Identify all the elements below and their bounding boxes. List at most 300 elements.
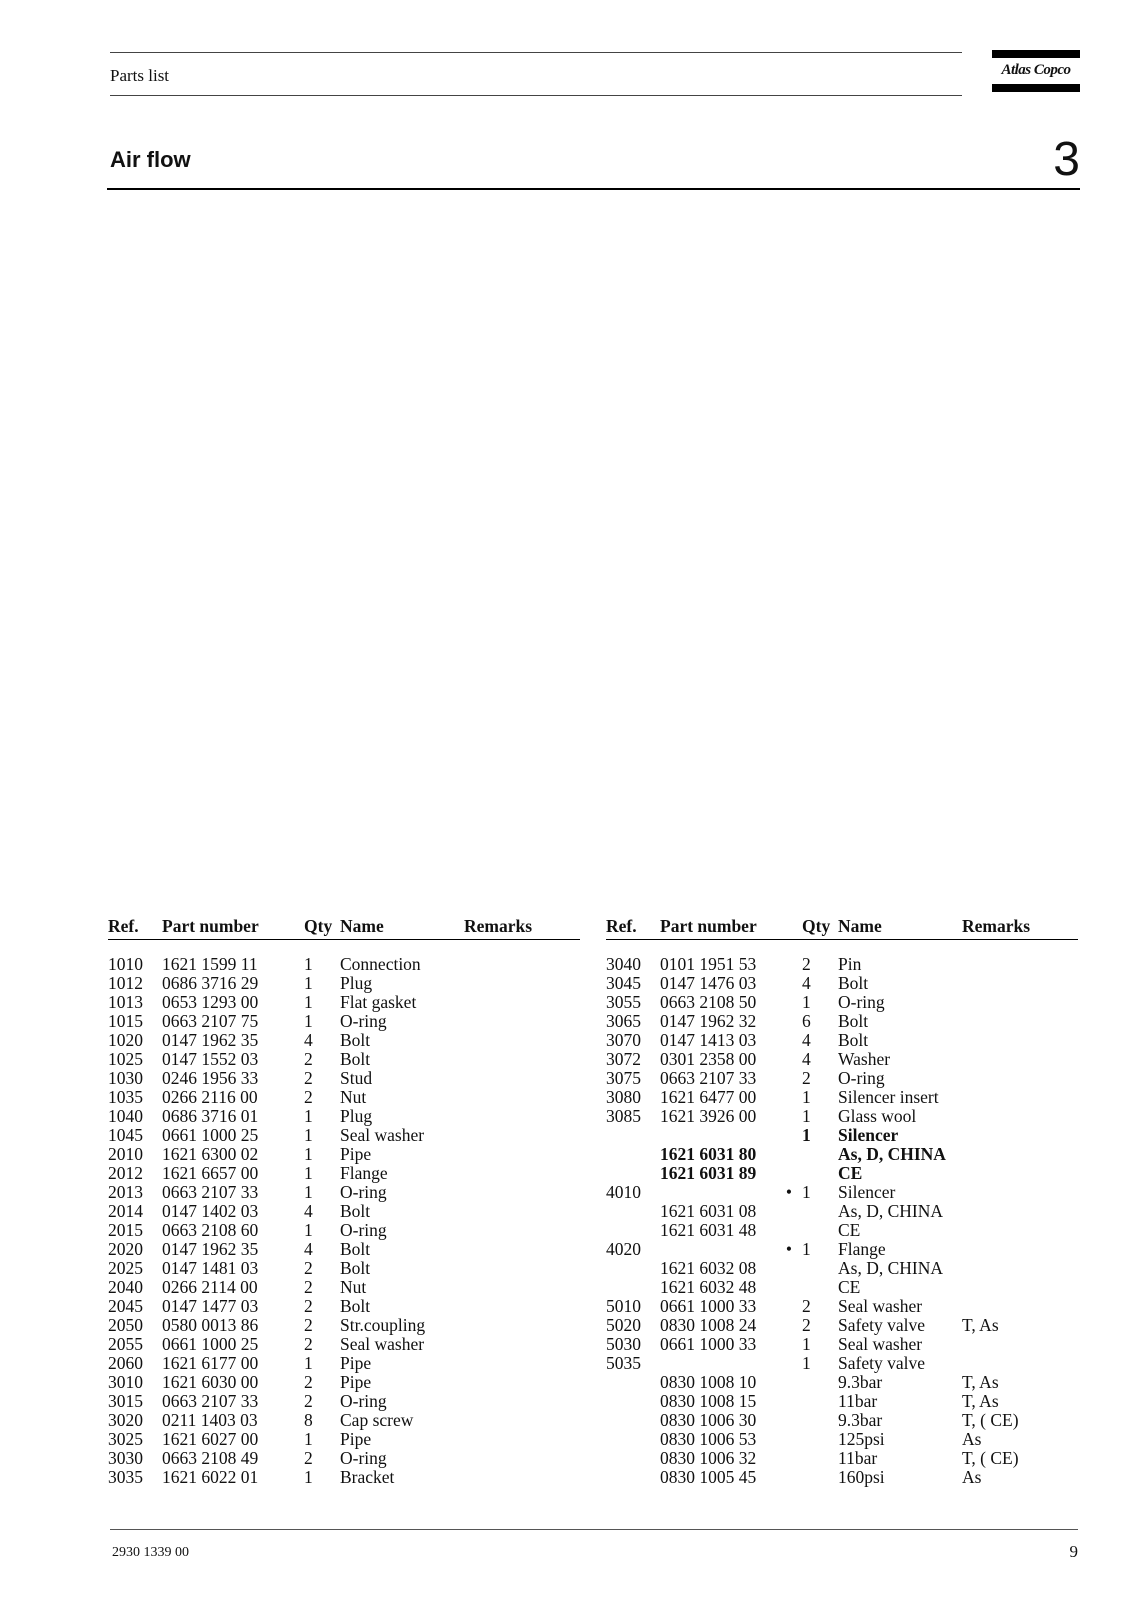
- row-bullet: [778, 1278, 800, 1297]
- row-ref: 2010: [108, 1144, 143, 1164]
- table-row: [108, 1259, 580, 1278]
- header-bottom-rule: [110, 95, 962, 96]
- row-part-number: 1621 1599 11: [162, 954, 258, 974]
- table-row: [606, 1050, 1078, 1069]
- row-part-number: 0663 2108 60: [162, 1220, 259, 1240]
- row-part-number: 1621 6027 00: [162, 1429, 259, 1449]
- row-qty: 4: [802, 1030, 811, 1050]
- section-rule: [107, 188, 1080, 190]
- row-bullet: [280, 1449, 302, 1468]
- row-ref: 3010: [108, 1372, 143, 1392]
- row-ref: 3035: [108, 1467, 143, 1487]
- row-remarks: [962, 1354, 1062, 1373]
- row-bullet: [280, 1012, 302, 1031]
- row-ref: 2014: [108, 1201, 143, 1221]
- row-bullet: [280, 974, 302, 993]
- row-ref: 2040: [108, 1277, 143, 1297]
- row-name: Pipe: [340, 1353, 372, 1373]
- row-bullet: [280, 1126, 302, 1145]
- row-part-number: 0661 1000 33: [660, 1296, 757, 1316]
- row-remarks: T, ( CE): [962, 1448, 1019, 1468]
- row-name: Flat gasket: [340, 992, 417, 1012]
- row-bullet: [778, 1354, 800, 1373]
- row-bullet: [778, 1031, 800, 1050]
- row-ref: 1020: [108, 1030, 143, 1050]
- row-bullet: [280, 955, 302, 974]
- row-bullet: [778, 1392, 800, 1411]
- row-name: Seal washer: [340, 1125, 425, 1145]
- row-remarks: [962, 1031, 1062, 1050]
- row-part-number: 0663 2107 33: [162, 1182, 259, 1202]
- row-ref: [606, 1430, 660, 1449]
- row-name: Seal washer: [838, 1334, 923, 1354]
- row-qty: 4: [304, 1201, 313, 1221]
- row-bullet: [778, 955, 800, 974]
- row-qty: [800, 1373, 838, 1392]
- row-qty: 1: [304, 1125, 313, 1145]
- row-bullet: [280, 1278, 302, 1297]
- row-remarks: As: [962, 1429, 982, 1449]
- logo-top-bar: [992, 50, 1080, 58]
- row-name: Connection: [340, 954, 421, 974]
- row-part-number: 1621 6031 80: [660, 1144, 757, 1164]
- row-ref: 2025: [108, 1258, 143, 1278]
- row-part-number: 1621 6031 08: [660, 1201, 757, 1221]
- row-part-number: 0246 1956 33: [162, 1068, 259, 1088]
- row-name: Nut: [340, 1277, 367, 1297]
- header-title: Parts list: [110, 66, 170, 85]
- table-row: [108, 1354, 580, 1373]
- row-ref: 3085: [606, 1106, 641, 1126]
- row-bullet: [778, 1145, 800, 1164]
- row-bullet: [778, 1012, 800, 1031]
- row-name: 125psi: [838, 1429, 885, 1449]
- row-ref: 4010: [606, 1182, 641, 1202]
- row-remarks: [962, 1297, 1062, 1316]
- row-remarks: [464, 1012, 564, 1031]
- row-qty: 4: [304, 1239, 313, 1259]
- table-row: [108, 1031, 580, 1050]
- row-part-number: 0266 2114 00: [162, 1277, 258, 1297]
- table-row: [606, 1354, 1078, 1373]
- table-row: [606, 1088, 1078, 1107]
- row-bullet: [280, 1221, 302, 1240]
- row-qty: [800, 1392, 838, 1411]
- row-name: Bolt: [340, 1030, 371, 1050]
- row-part-number: [660, 1126, 778, 1145]
- row-part-number: 0663 2108 49: [162, 1448, 259, 1468]
- section-title: Air flow: [110, 147, 191, 172]
- table-row: [108, 993, 580, 1012]
- document-number: 2930 1339 00: [112, 1545, 189, 1560]
- table-row: [606, 974, 1078, 993]
- row-qty: [800, 1430, 838, 1449]
- col-part-number: Part number: [660, 916, 757, 936]
- row-qty: [800, 1145, 838, 1164]
- row-qty: 2: [304, 1049, 313, 1069]
- row-qty: [800, 1164, 838, 1183]
- row-ref: 2045: [108, 1296, 143, 1316]
- table-row: [606, 993, 1078, 1012]
- row-bullet: [280, 1297, 302, 1316]
- row-qty: [800, 1411, 838, 1430]
- table-row: [606, 1449, 1078, 1468]
- col-remarks: Remarks: [464, 916, 533, 936]
- row-part-number: 1621 6477 00: [660, 1087, 757, 1107]
- row-remarks: [464, 1411, 564, 1430]
- table-row: [606, 1468, 1078, 1487]
- parts-table-right: [606, 915, 1078, 1487]
- col-remarks: Remarks: [962, 916, 1031, 936]
- row-ref: 3025: [108, 1429, 143, 1449]
- row-name: Seal washer: [340, 1334, 425, 1354]
- row-qty: 1: [802, 992, 811, 1012]
- table-row: [108, 1411, 580, 1430]
- table-row: [108, 1373, 580, 1392]
- row-qty: 2: [304, 1068, 313, 1088]
- table-row: [606, 1335, 1078, 1354]
- row-remarks: [962, 1069, 1062, 1088]
- row-qty: 1: [304, 973, 313, 993]
- row-ref: 2012: [108, 1163, 143, 1183]
- row-ref: [606, 1145, 660, 1164]
- row-bullet: [280, 1392, 302, 1411]
- row-ref: [606, 1411, 660, 1430]
- table-row: [606, 1373, 1078, 1392]
- table-row: [606, 1411, 1078, 1430]
- row-ref: 1015: [108, 1011, 143, 1031]
- row-qty: 2: [802, 1315, 811, 1335]
- table-row: [108, 1392, 580, 1411]
- row-bullet: [778, 1297, 800, 1316]
- row-remarks: [962, 974, 1062, 993]
- row-name: O-ring: [340, 1448, 387, 1468]
- row-name: CE: [838, 1277, 861, 1297]
- row-remarks: [464, 1449, 564, 1468]
- row-name: 11bar: [838, 1391, 878, 1411]
- row-part-number: 0663 2107 33: [162, 1391, 259, 1411]
- table-row: [108, 974, 580, 993]
- row-name: Pipe: [340, 1144, 372, 1164]
- row-bullet: [280, 1468, 302, 1487]
- row-part-number: 0830 1008 10: [660, 1372, 757, 1392]
- row-remarks: [464, 1392, 564, 1411]
- row-qty: 1: [304, 1220, 313, 1240]
- row-part-number: 1621 3926 00: [660, 1106, 757, 1126]
- row-name: CE: [838, 1220, 861, 1240]
- row-qty: 6: [802, 1011, 811, 1031]
- row-ref: [606, 1164, 660, 1183]
- row-qty: 1: [304, 1467, 313, 1487]
- row-qty: 2: [304, 1448, 313, 1468]
- row-bullet: [778, 1069, 800, 1088]
- row-qty: [800, 1468, 838, 1487]
- col-name: Name: [340, 916, 384, 936]
- row-bullet: [778, 1335, 800, 1354]
- row-ref: 2050: [108, 1315, 143, 1335]
- col-ref: Ref.: [108, 916, 139, 936]
- row-bullet: [778, 1411, 800, 1430]
- row-qty: 1: [802, 1125, 811, 1145]
- table-body: [606, 955, 1078, 1487]
- row-part-number: 0147 1402 03: [162, 1201, 259, 1221]
- row-name: CE: [838, 1163, 863, 1183]
- row-qty: 1: [304, 1429, 313, 1449]
- row-qty: [800, 1259, 838, 1278]
- row-ref: 3020: [108, 1410, 143, 1430]
- table-row: [606, 1145, 1078, 1164]
- row-name: O-ring: [838, 1068, 885, 1088]
- atlas-copco-logo: [992, 50, 1080, 94]
- row-ref: 1010: [108, 954, 143, 974]
- table-row: [108, 1297, 580, 1316]
- row-qty: [800, 1278, 838, 1297]
- row-name: Seal washer: [838, 1296, 923, 1316]
- row-ref: [606, 1468, 660, 1487]
- table-header: [606, 915, 1078, 937]
- row-bullet: [280, 1316, 302, 1335]
- row-bullet: [778, 1373, 800, 1392]
- row-name: Flange: [838, 1239, 886, 1259]
- row-ref: 5030: [606, 1334, 641, 1354]
- row-ref: [606, 1373, 660, 1392]
- row-name: Plug: [340, 973, 373, 993]
- row-name: Pin: [838, 954, 862, 974]
- row-ref: 2015: [108, 1220, 143, 1240]
- row-name: Cap screw: [340, 1410, 414, 1430]
- row-qty: 1: [802, 1239, 811, 1259]
- row-ref: 1030: [108, 1068, 143, 1088]
- row-qty: 1: [802, 1353, 811, 1373]
- row-qty: [800, 1221, 838, 1240]
- row-ref: 3055: [606, 992, 641, 1012]
- row-remarks: T, As: [962, 1315, 999, 1335]
- row-bullet: [280, 1088, 302, 1107]
- row-bullet: [280, 1202, 302, 1221]
- row-bullet: [280, 1183, 302, 1202]
- table-row: [606, 1430, 1078, 1449]
- table-row: [108, 1050, 580, 1069]
- row-name: Bolt: [340, 1049, 371, 1069]
- row-part-number: 0147 1481 03: [162, 1258, 259, 1278]
- row-part-number: 1621 6300 02: [162, 1144, 259, 1164]
- row-name: O-ring: [340, 1011, 387, 1031]
- row-remarks: [962, 1107, 1062, 1126]
- row-qty: 2: [304, 1277, 313, 1297]
- row-ref: 3072: [606, 1049, 641, 1069]
- table-row: [606, 1316, 1078, 1335]
- table-row: [606, 1202, 1078, 1221]
- row-bullet: [778, 993, 800, 1012]
- row-name: Silencer: [838, 1125, 899, 1145]
- row-name: Plug: [340, 1106, 373, 1126]
- row-bullet: [280, 1335, 302, 1354]
- row-qty: 2: [802, 1296, 811, 1316]
- row-remarks: [962, 1088, 1062, 1107]
- table-row: [108, 955, 580, 974]
- row-qty: 1: [304, 954, 313, 974]
- row-name: Washer: [838, 1049, 891, 1069]
- row-remarks: [464, 1069, 564, 1088]
- row-qty: 2: [304, 1391, 313, 1411]
- row-name: Flange: [340, 1163, 388, 1183]
- row-name: Stud: [340, 1068, 373, 1088]
- row-ref: 3075: [606, 1068, 641, 1088]
- row-remarks: [962, 1126, 1062, 1145]
- table-row: [108, 1278, 580, 1297]
- col-qty: Qty: [802, 916, 831, 936]
- row-bullet: [280, 993, 302, 1012]
- row-part-number: 0580 0013 86: [162, 1315, 259, 1335]
- row-part-number: 0147 1413 03: [660, 1030, 757, 1050]
- row-name: As, D, CHINA: [838, 1258, 943, 1278]
- logo-wordmark: Atlas Copco: [1001, 62, 1071, 78]
- row-remarks: [464, 1145, 564, 1164]
- table-row: [108, 1316, 580, 1335]
- row-part-number: 0661 1000 25: [162, 1334, 259, 1354]
- table-header-rule: [108, 939, 580, 940]
- row-qty: 1: [304, 1144, 313, 1164]
- row-name: Bracket: [340, 1467, 395, 1487]
- row-name: Pipe: [340, 1372, 372, 1392]
- table-row: [606, 1278, 1078, 1297]
- table-row: [606, 1240, 1078, 1259]
- row-name: Safety valve: [838, 1353, 925, 1373]
- row-remarks: [464, 1221, 564, 1240]
- row-qty: [800, 1449, 838, 1468]
- table-row: [606, 1164, 1078, 1183]
- row-name: 9.3bar: [838, 1410, 883, 1430]
- table-row: [606, 1259, 1078, 1278]
- row-remarks: T, As: [962, 1391, 999, 1411]
- row-qty: 1: [304, 992, 313, 1012]
- table-row: [108, 1430, 580, 1449]
- row-bullet: [280, 1145, 302, 1164]
- row-remarks: [464, 955, 564, 974]
- row-ref: 1045: [108, 1125, 143, 1145]
- row-part-number: 1621 6032 08: [660, 1258, 757, 1278]
- row-bullet: [778, 1126, 800, 1145]
- row-qty: 4: [802, 973, 811, 993]
- row-ref: 1012: [108, 973, 143, 993]
- row-remarks: [464, 1278, 564, 1297]
- row-part-number: [660, 1240, 778, 1259]
- row-ref: 3065: [606, 1011, 641, 1031]
- row-name: Silencer insert: [838, 1087, 939, 1107]
- row-part-number: 0147 1552 03: [162, 1049, 259, 1069]
- row-qty: 4: [802, 1049, 811, 1069]
- row-remarks: As: [962, 1467, 982, 1487]
- row-ref: 5020: [606, 1315, 641, 1335]
- row-part-number: 0661 1000 33: [660, 1334, 757, 1354]
- row-qty: 1: [304, 1163, 313, 1183]
- row-bullet: [280, 1031, 302, 1050]
- row-part-number: 0147 1477 03: [162, 1296, 259, 1316]
- row-part-number: 0830 1006 53: [660, 1429, 757, 1449]
- row-remarks: [464, 1297, 564, 1316]
- row-remarks: [962, 1221, 1062, 1240]
- row-bullet: [280, 1354, 302, 1373]
- row-part-number: 1621 6032 48: [660, 1277, 757, 1297]
- row-name: 160psi: [838, 1467, 885, 1487]
- row-part-number: 0147 1962 35: [162, 1030, 259, 1050]
- row-bullet: [778, 1202, 800, 1221]
- logo-bottom-bar: [992, 84, 1080, 92]
- row-name: Bolt: [838, 973, 869, 993]
- row-bullet: [778, 1259, 800, 1278]
- row-part-number: 0301 2358 00: [660, 1049, 757, 1069]
- table-row: [606, 1126, 1078, 1145]
- row-bullet: [778, 1449, 800, 1468]
- row-part-number: 1621 6031 48: [660, 1220, 757, 1240]
- row-ref: [606, 1278, 660, 1297]
- row-bullet: [280, 1373, 302, 1392]
- row-part-number: 0830 1006 32: [660, 1448, 757, 1468]
- row-part-number: 0211 1403 03: [162, 1410, 258, 1430]
- page-number: 9: [1069, 1542, 1078, 1561]
- row-remarks: [464, 1126, 564, 1145]
- row-ref: 3045: [606, 973, 641, 993]
- row-name: Silencer: [838, 1182, 896, 1202]
- parts-table-left: [108, 915, 580, 1487]
- row-qty: 2: [304, 1296, 313, 1316]
- table-row: [108, 1335, 580, 1354]
- row-ref: 3015: [108, 1391, 143, 1411]
- row-name: O-ring: [340, 1391, 387, 1411]
- table-row: [108, 1126, 580, 1145]
- row-remarks: [962, 1240, 1062, 1259]
- table-row: [108, 1202, 580, 1221]
- table-row: [606, 1221, 1078, 1240]
- row-qty: 1: [802, 1334, 811, 1354]
- row-qty: 2: [304, 1087, 313, 1107]
- row-bullet: [280, 1164, 302, 1183]
- row-remarks: [962, 993, 1062, 1012]
- row-name: Bolt: [340, 1239, 371, 1259]
- row-ref: 1035: [108, 1087, 143, 1107]
- row-remarks: [962, 1335, 1062, 1354]
- col-ref: Ref.: [606, 916, 637, 936]
- row-name: Bolt: [838, 1030, 869, 1050]
- row-ref: [606, 1259, 660, 1278]
- row-bullet: •: [785, 1182, 793, 1202]
- row-bullet: [280, 1240, 302, 1259]
- row-name: O-ring: [340, 1182, 387, 1202]
- row-remarks: [464, 1468, 564, 1487]
- table-body: [108, 955, 580, 1487]
- row-part-number: 0147 1476 03: [660, 973, 757, 993]
- row-name: Bolt: [340, 1296, 371, 1316]
- row-part-number: 1621 6177 00: [162, 1353, 259, 1373]
- row-remarks: [962, 1259, 1062, 1278]
- table-row: [108, 1069, 580, 1088]
- table-row: [108, 1145, 580, 1164]
- row-part-number: 0661 1000 25: [162, 1125, 259, 1145]
- col-name: Name: [838, 916, 882, 936]
- table-row: [108, 1468, 580, 1487]
- row-remarks: [464, 1335, 564, 1354]
- section-number: 3: [1053, 133, 1080, 186]
- row-part-number: 0830 1008 24: [660, 1315, 757, 1335]
- row-part-number: 1621 6657 00: [162, 1163, 259, 1183]
- row-qty: 2: [304, 1334, 313, 1354]
- table-header-rule: [606, 939, 1078, 940]
- row-ref: 3070: [606, 1030, 641, 1050]
- row-name: As, D, CHINA: [838, 1201, 943, 1221]
- row-remarks: [464, 1430, 564, 1449]
- table-row: [606, 1183, 1078, 1202]
- row-ref: 1025: [108, 1049, 143, 1069]
